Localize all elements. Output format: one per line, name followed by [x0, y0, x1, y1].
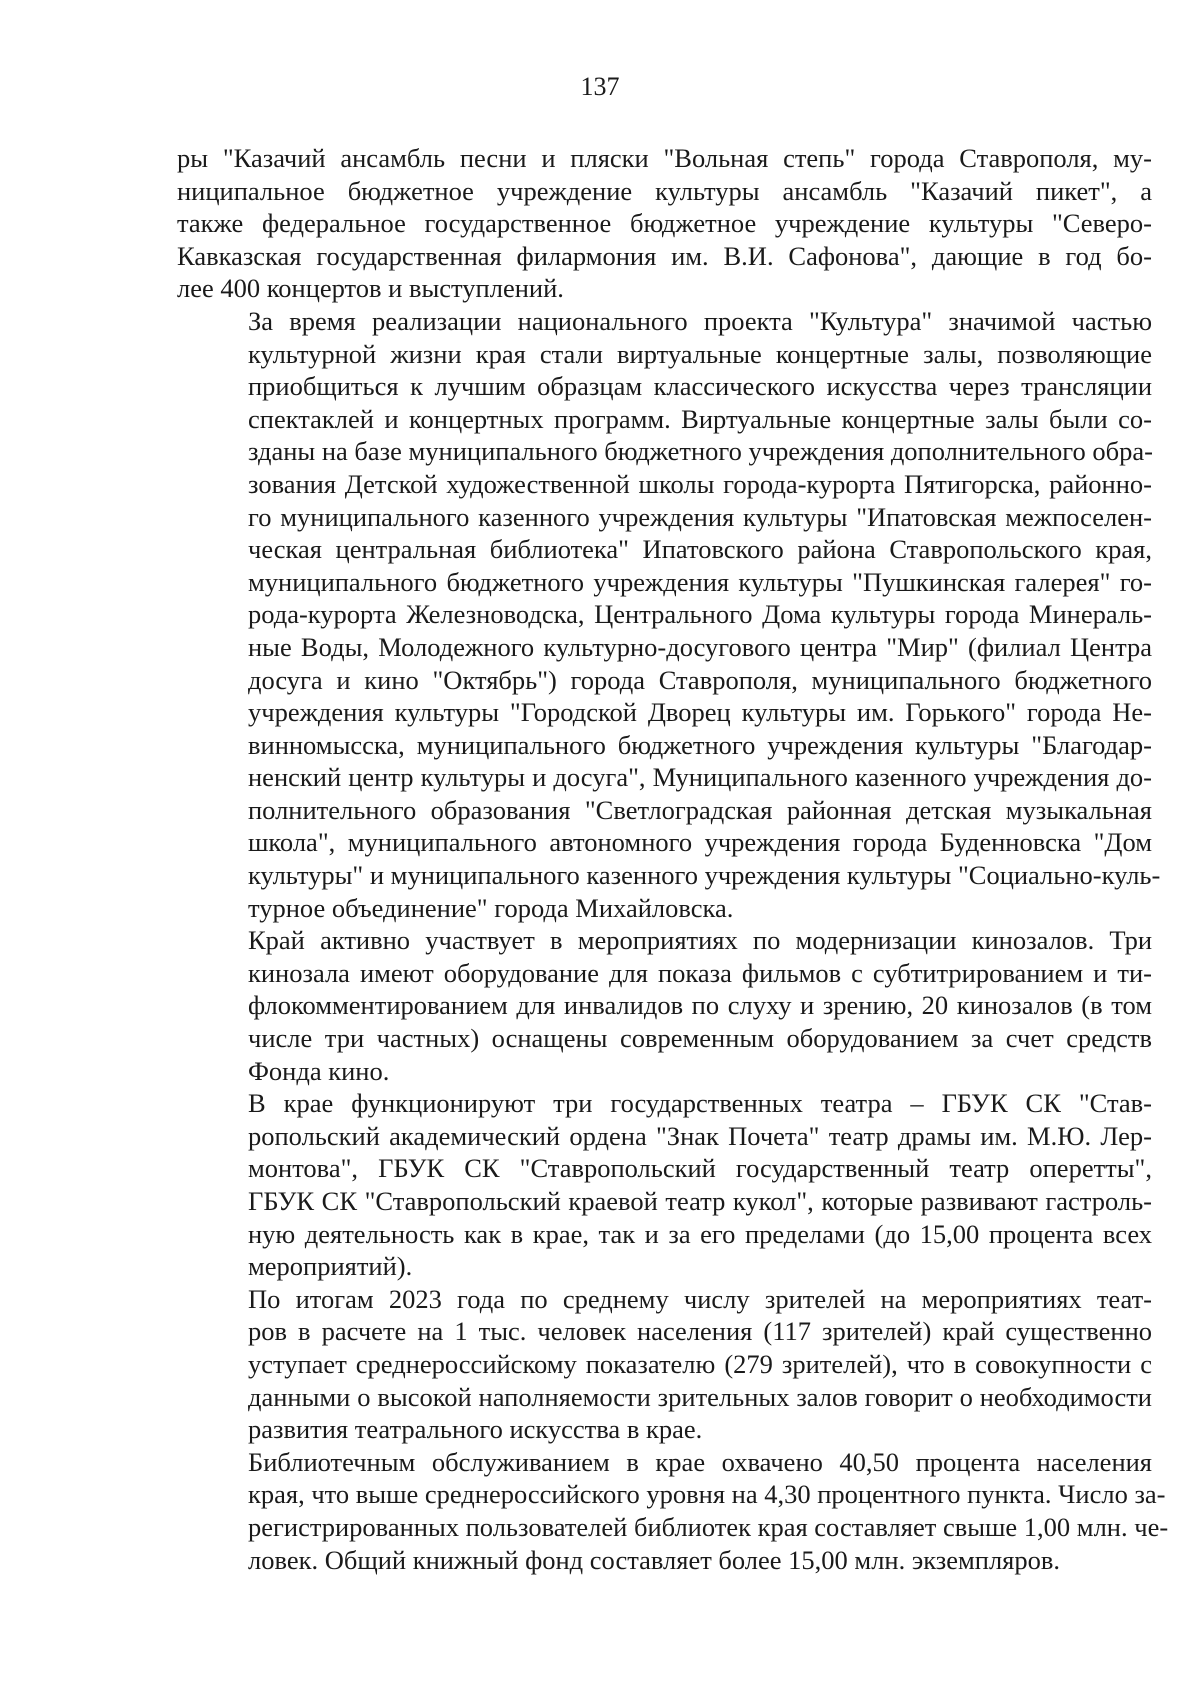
text-line: края, что выше среднероссийского уровня на 4,30 процентного пункта. Число за-	[248, 1479, 1166, 1510]
text-line: ропольский академический ордена "Знак Почета" театр драмы им. М.Ю. Лер-	[248, 1120, 1152, 1151]
text-line: числе три частных) оснащены современным оборудованием за счет средств	[248, 1023, 1152, 1054]
text-line: мероприятий).	[248, 1251, 413, 1282]
paragraph-p4	[177, 1087, 1152, 1283]
text-line: зования Детской художественной школы города-курорта Пятигорска, районно-	[248, 468, 1152, 499]
text-line: рода-курорта Железноводска, Центрального Дома культуры города Минераль-	[248, 599, 1152, 630]
text-line: ГБУК СК "Ставропольский краевой театр кукол", которые развивают гастроль-	[248, 1186, 1152, 1216]
text-line: муниципального бюджетного учреждения культуры "Пушкинская галерея" го-	[248, 566, 1152, 597]
text-line: Кавказская государственная филармония им. В.И. Сафонова", дающие в год бо-	[177, 240, 1152, 271]
text-line: учреждения культуры "Городской Дворец культуры им. Горького" города Не-	[248, 697, 1152, 728]
text-line: полнительного образования "Светлоградская районная детская музыкальная	[248, 794, 1152, 825]
text-line: спектаклей и концертных программ. Виртуальные концертные залы были со-	[248, 403, 1152, 434]
text-line: В крае функционируют три государственных театра – ГБУК СК "Став-	[248, 1088, 1152, 1119]
text-line: По итогам 2023 года по среднему числу зрителей на мероприятиях теат-	[248, 1283, 1152, 1314]
text-line: го муниципального казенного учреждения культуры "Ипатовская межпоселен-	[248, 501, 1152, 532]
text-line: развития театрального искусства в крае.	[248, 1414, 703, 1445]
text-line: Край активно участвует в мероприятиях по модернизации кинозалов. Три	[248, 925, 1152, 956]
text-line: культуры" и муниципального казенного учреждения культуры "Социально-куль-	[248, 860, 1161, 891]
text-line: ные Воды, Молодежного культурно-досугового центра "Мир" (филиал Центра	[248, 631, 1152, 662]
paragraph-p6	[177, 1446, 1169, 1576]
text-line: монтова", ГБУК СК "Ставропольский государственный театр оперетты",	[248, 1153, 1152, 1184]
text-line: приобщиться к лучшим образцам классического искусства через трансляции	[248, 371, 1152, 402]
text-line: досуга и кино "Октябрь") города Ставрополя, муниципального бюджетного	[248, 664, 1152, 695]
text-line: винномысска, муниципального бюджетного учреждения культуры "Благодар-	[248, 729, 1152, 760]
text-line: ниципальное бюджетное учреждение культуры ансамбль "Казачий пикет", а	[177, 175, 1152, 206]
text-line: Фонда кино.	[248, 1055, 390, 1086]
text-line: ров в расчете на 1 тыс. человек населения (117 зрителей) край существенно	[248, 1316, 1152, 1347]
paragraph-p1	[177, 142, 1152, 305]
text-line: культурной жизни края стали виртуальные концертные залы, позволяющие	[248, 338, 1152, 369]
text-line: данными о высокой наполняемости зрительных залов говорит о необходимости	[248, 1381, 1152, 1412]
text-line: ческая центральная библиотека" Ипатовского района Ставропольского края,	[248, 534, 1152, 565]
text-line: регистрированных пользователей библиотек края составляет свыше 1,00 млн. че-	[248, 1511, 1169, 1542]
text-line: ненский центр культуры и досуга", Муниципального казенного учреждения до-	[248, 762, 1152, 793]
text-line: лее 400 концертов и выступлений.	[177, 273, 564, 304]
text-line: ры "Казачий ансамбль песни и пляски "Вольная степь" города Ставрополя, му-	[177, 143, 1152, 173]
text-line: турное объединение" города Михайловска.	[248, 892, 734, 923]
text-line: флокомментированием для инвалидов по слуху и зрению, 20 кинозалов (в том	[248, 990, 1152, 1021]
page-number: 137	[580, 72, 620, 101]
text-line: уступает среднероссийскому показателю (279 зрителей), что в совокупности с	[248, 1348, 1152, 1379]
text-line: ную деятельность как в крае, так и за его пределами (до 15,00 процента всех	[248, 1218, 1152, 1249]
text-line: школа", муниципального автономного учреждения города Буденновска "Дом	[248, 827, 1152, 858]
text-line: также федеральное государственное бюджетное учреждение культуры "Северо-	[177, 208, 1152, 239]
text-line: зданы на базе муниципального бюджетного учреждения дополнительного обра-	[248, 436, 1153, 467]
paragraph-p2	[177, 305, 1161, 924]
paragraph-p3	[177, 924, 1152, 1087]
paragraph-p5	[177, 1283, 1152, 1446]
text-line: За время реализации национального проекта "Культура" значимой частью	[248, 305, 1152, 336]
text-line: кинозала имеют оборудование для показа фильмов с субтитрированием и ти-	[248, 957, 1152, 988]
text-line: Библиотечным обслуживанием в крае охвачено 40,50 процента населения	[248, 1446, 1152, 1477]
text-line: ловек. Общий книжный фонд составляет более 15,00 млн. экземпляров.	[248, 1544, 1060, 1575]
document-body	[177, 142, 1169, 1576]
